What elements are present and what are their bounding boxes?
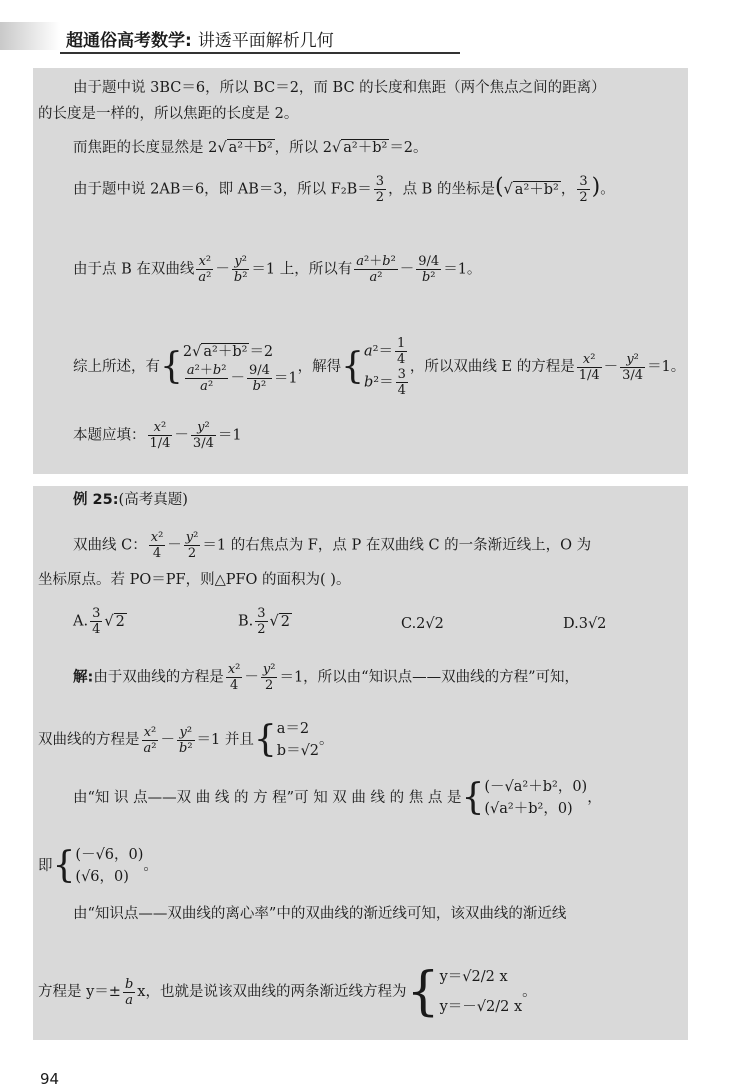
example-heading: 例 25:(高考真题) bbox=[73, 492, 188, 508]
solution-line-4: 即{ (－√6，0) (√6，0) 。 bbox=[38, 845, 158, 886]
solution-continuation-box bbox=[33, 68, 688, 474]
option-d: D.3√2 bbox=[563, 616, 607, 632]
question-line-2: 坐标原点。若 PO＝PF，则△PFO 的面积为( )。 bbox=[38, 572, 351, 588]
solution-line-2: 双曲线的方程是 $\frac{\text{x²}}{\text{a²}}$ － $\frac{\text{y²}}{\text{b²}}$ ＝1 并且{ a＝2 b＝√2 。 bbox=[38, 719, 334, 760]
option-a: A. $\frac{3}{4}$ √ 2 bbox=[73, 606, 125, 637]
solution-line-6: 方程是 y＝± $\frac{b}{a}$ x，也就是说该双曲线的两条渐近线方程为{ y＝√2/2 x y＝－√2/2 x 。 bbox=[38, 962, 537, 1022]
question-line-1: 双曲线 C： $\frac{\text{x²}}{4}$ － $\frac{\text{y²}}{2}$ ＝1 的右焦点为 F，点 P 在双曲线 C 的一条渐近线上，O 为 bbox=[73, 530, 592, 561]
para-5: 综上所述，有{ 2√ a²＋b² ＝2 $\frac{\text{a²＋b²}}{\text{a²}}$ － $\frac{9/4}{\text{b²}}$ ＝1 ，解得{ a²＝ $\frac{1}{4}$ b²＝ $\frac{3}{4}$ ，所以双曲线 E 的方程是 $\frac{\text{x²}}{1/4}$ － $\frac{\text{y²}}{3/4}$ ＝1。 bbox=[73, 336, 686, 398]
para-4: 由于点 B 在双曲线 $\frac{\text{x²}}{\text{a²}}$ － $\frac{\text{y²}}{\text{b²}}$ ＝1 上，所以有 $\frac{\text{a²＋b²}}{\text{a²}}$ － $\frac{9/4}{\text{b²}}$ ＝1。 bbox=[73, 254, 482, 285]
option-b: B. $\frac{3}{2}$ √ 2 bbox=[238, 606, 291, 637]
example-25-box bbox=[33, 486, 688, 1040]
para-1a: 由于题中说 3BC＝6，所以 BC＝2，而 BC 的长度和焦距（两个焦点之间的距离） bbox=[73, 80, 606, 96]
para-6-answer: 本题应填： $\frac{\text{x²}}{1/4}$ － $\frac{\text{y²}}{3/4}$ ＝1 bbox=[73, 420, 242, 451]
header-rule bbox=[60, 52, 460, 54]
page-number: 94 bbox=[40, 1070, 60, 1088]
option-c: C.2√2 bbox=[401, 616, 444, 632]
header-gradient bbox=[0, 22, 60, 50]
book-title: 超通俗高考数学: bbox=[66, 31, 192, 51]
para-1b: 的长度是一样的，所以焦距的长度是 2。 bbox=[38, 106, 299, 122]
header-title bbox=[66, 26, 334, 51]
para-2: 而焦距的长度显然是 2√ a²＋b² ，所以 2√ a²＋b² ＝2。 bbox=[73, 140, 428, 156]
para-3: 由于题中说 2AB＝6，即 AB＝3，所以 F₂B＝ $\frac{3}{2}$ ，点 B 的坐标是(√ a²＋b² ， $\frac{3}{2}$ )。 bbox=[73, 174, 615, 205]
solution-line-1: 解:由于双曲线的方程是 $\frac{\text{x²}}{4}$ － $\frac{\text{y²}}{2}$ ＝1，所以由“知识点——双曲线的方程”可知， bbox=[73, 662, 580, 693]
solution-line-3: 由“知 识 点——双 曲 线 的 方 程”可 知 双 曲 线 的 焦 点 是{ (－√a²＋b²，0) (√a²＋b²，0) ， bbox=[73, 777, 602, 818]
solution-line-5: 由“知识点——双曲线的离心率”中的双曲线的渐近线可知，该双曲线的渐近线 bbox=[73, 906, 567, 922]
book-subtitle: 讲透平面解析几何 bbox=[197, 31, 334, 51]
